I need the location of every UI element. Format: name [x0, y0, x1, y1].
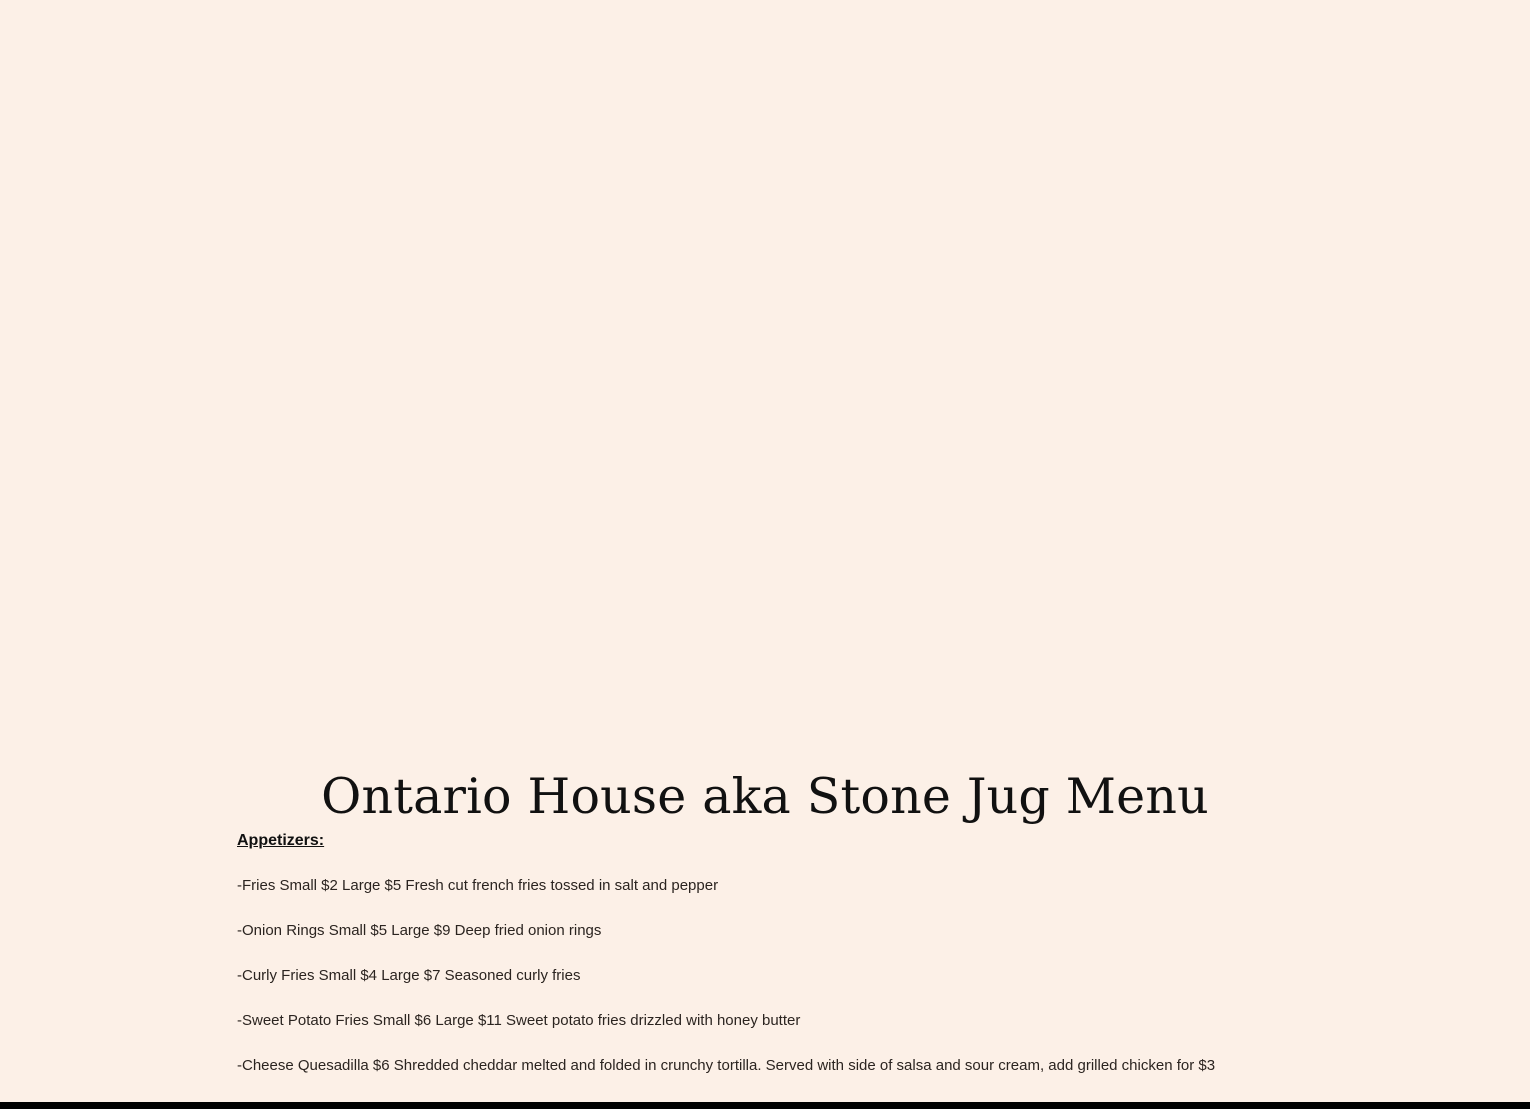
menu-item: -Curly Fries Small $4 Large $7 Seasoned curly fries — [237, 967, 581, 984]
menu-item: -Sweet Potato Fries Small $6 Large $11 Sweet potato fries drizzled with honey butter — [237, 1012, 801, 1029]
menu-item: -Onion Rings Small $5 Large $9 Deep fried onion rings — [237, 922, 602, 939]
menu-item: -Fries Small $2 Large $5 Fresh cut french fries tossed in salt and pepper — [237, 877, 719, 894]
page-title: Ontario House aka Stone Jug Menu — [321, 767, 1209, 825]
appetizers-heading: Appetizers: — [237, 832, 325, 849]
appetizers-section — [237, 829, 1377, 1099]
bottom-bar — [0, 1102, 1530, 1109]
appetizer-list — [237, 874, 1377, 1078]
menu-item: -Cheese Quesadilla $6 Shredded cheddar melted and folded in crunchy tortilla. Served with side of salsa and sour cream, add grilled chicken for $3 — [237, 1057, 1216, 1074]
